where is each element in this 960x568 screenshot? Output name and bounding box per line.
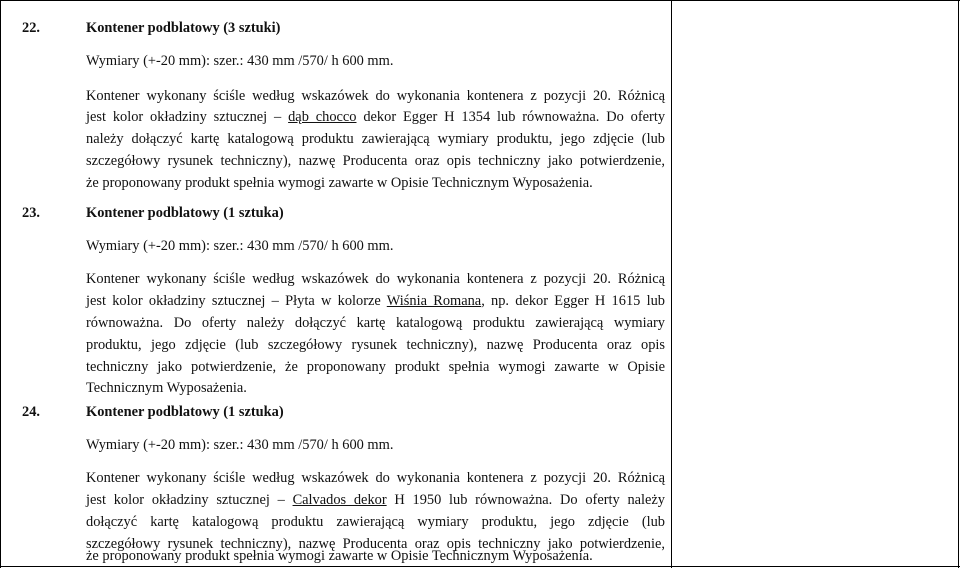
item-dimensions: Wymiary (+-20 mm): szer.: 430 mm /570/ h 600 mm. — [86, 437, 394, 453]
table-border-right — [958, 0, 959, 568]
table-column-divider — [671, 0, 672, 568]
item-dimensions: Wymiary (+-20 mm): szer.: 430 mm /570/ h 600 mm. — [86, 238, 394, 254]
item-desc-line: Kontener wykonany ściśle według wskazówek do wykonania kontenera z pozycji 20. Różnicą — [86, 271, 665, 287]
item-desc-line: że proponowany produkt spełnia wymogi zawarte w Opisie Technicznym Wyposażenia. — [86, 175, 593, 191]
item-desc-line: równoważna. Do oferty należy dołączyć kartę katalogową produktu zawierającą wymiary — [86, 315, 665, 331]
item-desc-line: produktu, jego zdjęcie (lub szczegółowy rysunek techniczny), nazwę Producenta oraz opis — [86, 337, 665, 353]
item-number: 24. — [22, 404, 40, 420]
color-name: dąb chocco — [288, 109, 357, 125]
item-desc-line: techniczny jako potwierdzenie, że proponowany produkt spełnia wymogi zawarte w Opisie — [86, 359, 665, 375]
table-border-top — [0, 0, 960, 1]
item-desc-line: jest kolor okładziny sztucznej – Płyta w kolorze Wiśnia Romana, np. dekor Egger H 1615 lub — [86, 293, 665, 309]
item-desc-line: szczegółowy rysunek techniczny), nazwę Producenta oraz opis techniczny jako potwierdzenie, — [86, 153, 665, 169]
item-desc-line: Technicznym Wyposażenia. — [86, 380, 247, 396]
item-number: 22. — [22, 20, 40, 36]
item-title: Kontener podblatowy (1 sztuka) — [86, 404, 284, 420]
item-desc-line: Kontener wykonany ściśle według wskazówek do wykonania kontenera z pozycji 20. Różnicą — [86, 88, 665, 104]
item-number: 23. — [22, 205, 40, 221]
item-dimensions: Wymiary (+-20 mm): szer.: 430 mm /570/ h 600 mm. — [86, 53, 394, 69]
item-desc-line: jest kolor okładziny sztucznej – dąb chocco dekor Egger H 1354 lub równoważna. Do oferty — [86, 109, 666, 125]
item-desc-line: należy dołączyć kartę katalogową produktu zawierającą wymiary produktu, jego zdjęcie (lub — [86, 131, 665, 147]
table-border-left — [0, 0, 1, 568]
item-desc-line: jest kolor okładziny sztucznej – Calvados dekor H 1950 lub równoważna. Do oferty należy — [86, 492, 666, 508]
item-desc-line: szczegółowy rysunek techniczny), nazwę Producenta oraz opis techniczny jako potwierdzenie, — [86, 536, 665, 552]
color-name: Wiśnia Romana — [386, 293, 482, 309]
item-title: Kontener podblatowy (1 sztuka) — [86, 205, 284, 221]
table-border-bottom — [0, 566, 960, 567]
item-desc-line: dołączyć kartę katalogową produktu zawierającą wymiary produktu, jego zdjęcie (lub — [86, 514, 665, 530]
item-desc-line: że proponowany produkt spełnia wymogi zawarte w Opisie Technicznym Wyposażenia. — [86, 548, 593, 564]
item-title: Kontener podblatowy (3 sztuki) — [86, 20, 281, 36]
color-name: Calvados dekor — [292, 492, 387, 508]
item-desc-line: Kontener wykonany ściśle według wskazówek do wykonania kontenera z pozycji 20. Różnicą — [86, 470, 665, 486]
